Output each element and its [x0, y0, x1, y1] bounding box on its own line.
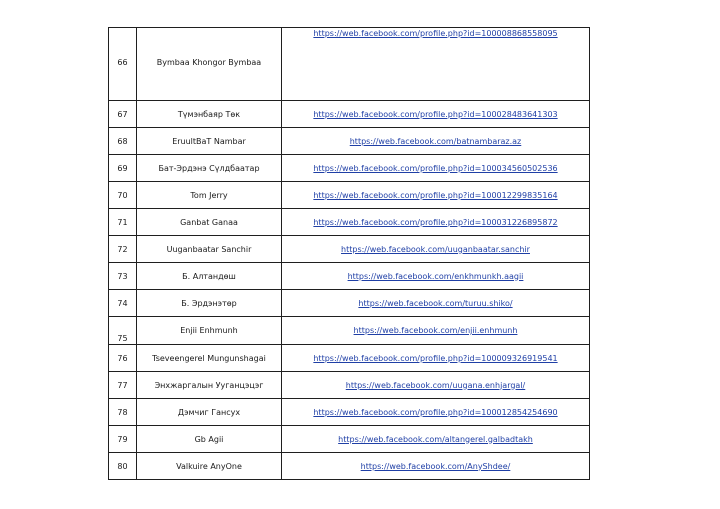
person-name: Б. Эрдэнэтөр	[137, 290, 282, 317]
profile-link[interactable]: https://web.facebook.com/profile.php?id=100031226895872	[313, 217, 558, 227]
table-row	[109, 101, 590, 128]
person-name: Түмэнбаяр Төк	[137, 101, 282, 128]
profile-link[interactable]: https://web.facebook.com/profile.php?id=100009326919541	[313, 353, 558, 363]
profile-list-table	[108, 27, 590, 480]
person-name: Б. Алтандөш	[137, 263, 282, 290]
table-row	[109, 155, 590, 182]
table-row	[109, 345, 590, 372]
profile-link[interactable]: https://web.facebook.com/uugana.enhjargal/	[345, 380, 526, 390]
row-number: 66	[109, 28, 137, 101]
profile-link[interactable]: https://web.facebook.com/altangerel.galbadtakh	[338, 434, 533, 444]
profile-link[interactable]: https://web.facebook.com/AnyShdee/	[360, 461, 511, 471]
row-number: 77	[109, 372, 137, 399]
person-name: Ganbat Ganaa	[137, 209, 282, 236]
row-number: 75	[109, 317, 137, 345]
table-row	[109, 236, 590, 263]
row-number: 74	[109, 290, 137, 317]
table-row	[109, 290, 590, 317]
person-name: Enjii Enhmunh	[137, 317, 282, 345]
row-number: 73	[109, 263, 137, 290]
table-row	[109, 399, 590, 426]
profile-link[interactable]: https://web.facebook.com/batnambaraz.az	[349, 136, 522, 146]
table-row	[109, 426, 590, 453]
profile-link[interactable]: https://web.facebook.com/turuu.shiko/	[358, 298, 513, 308]
person-name: Gb Agii	[137, 426, 282, 453]
person-name: Uuganbaatar Sanchir	[137, 236, 282, 263]
table-row	[109, 28, 590, 101]
profile-link[interactable]: https://web.facebook.com/enkhmunkh.aagii	[347, 271, 524, 281]
row-number: 78	[109, 399, 137, 426]
person-name: Бат-Эрдэнэ Сүлдбаатар	[137, 155, 282, 182]
table-row	[109, 317, 590, 345]
person-name: Энхжаргалын Ууганцэцэг	[137, 372, 282, 399]
person-name: EruultBaT Nambar	[137, 128, 282, 155]
profile-link[interactable]: https://web.facebook.com/uuganbaatar.sanchir	[341, 244, 530, 254]
row-number: 67	[109, 101, 137, 128]
row-number: 70	[109, 182, 137, 209]
person-name: Tseveengerel Mungunshagai	[137, 345, 282, 372]
row-number: 68	[109, 128, 137, 155]
person-name: Дэмчиг Гансух	[137, 399, 282, 426]
table-row	[109, 128, 590, 155]
row-number: 79	[109, 426, 137, 453]
table-row	[109, 372, 590, 399]
profile-link[interactable]: https://web.facebook.com/profile.php?id=100008868558095	[313, 29, 558, 38]
table-row	[109, 263, 590, 290]
profile-link[interactable]: https://web.facebook.com/profile.php?id=100034560502536	[313, 163, 558, 173]
row-number: 71	[109, 209, 137, 236]
row-number: 69	[109, 155, 137, 182]
profile-link[interactable]: https://web.facebook.com/enjii.enhmunh	[353, 326, 518, 335]
person-name: Bymbaa Khongor Bymbaa	[137, 28, 282, 101]
person-name: Tom Jerry	[137, 182, 282, 209]
profile-link[interactable]: https://web.facebook.com/profile.php?id=100012854254690	[313, 407, 558, 417]
table-row	[109, 182, 590, 209]
row-number: 72	[109, 236, 137, 263]
table-row	[109, 209, 590, 236]
profile-link[interactable]: https://web.facebook.com/profile.php?id=100012299835164	[313, 190, 558, 200]
table-row	[109, 453, 590, 480]
row-number: 76	[109, 345, 137, 372]
row-number: 80	[109, 453, 137, 480]
profile-link[interactable]: https://web.facebook.com/profile.php?id=100028483641303	[313, 109, 558, 119]
person-name: Valkuire AnyOne	[137, 453, 282, 480]
